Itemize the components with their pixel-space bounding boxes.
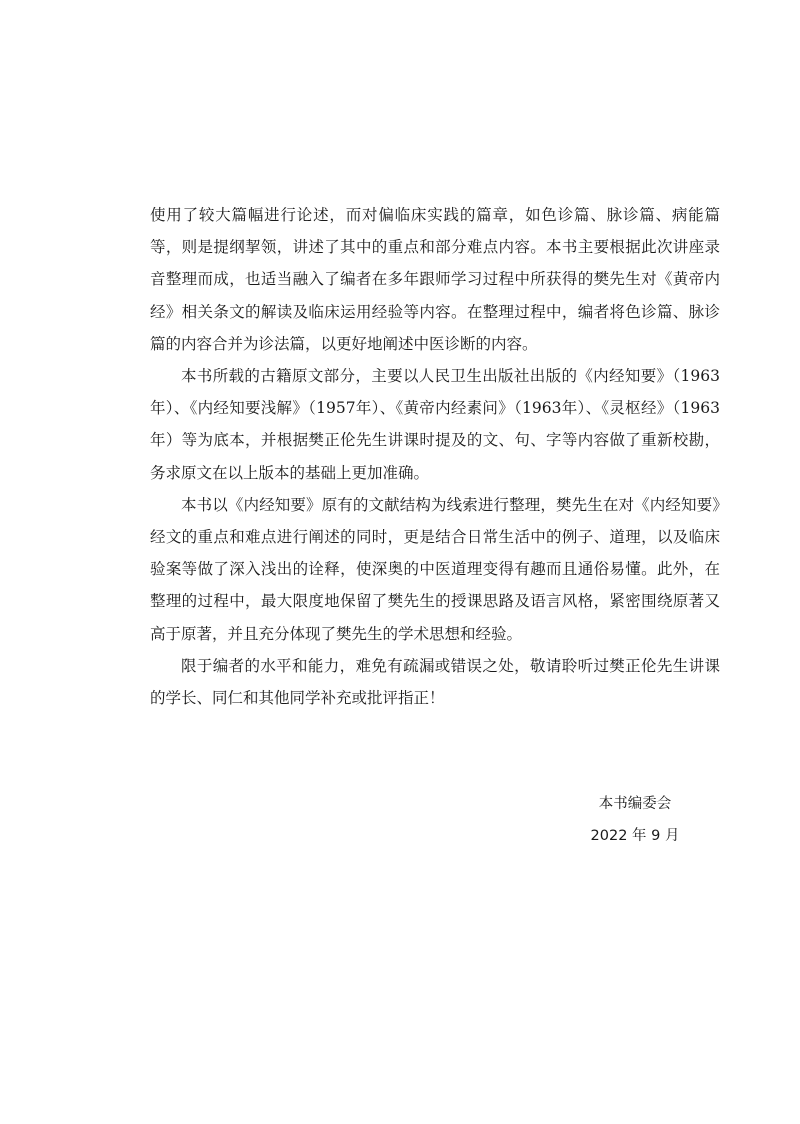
paragraph-sources: 本书所载的古籍原文部分，主要以人民卫生出版社出版的《内经知要》（1963年）、《内经知要浅解》（1957年）、《黄帝内经素问》（1963年）、《灵枢经》（1963年）等为底本，并根据樊正伦先生讲课时提及的文、句、字等内容做了重新校勘，务求原文在以上版本的基础上更加准确。	[150, 367, 720, 482]
paragraph-continuation: 使用了较大篇幅进行论述，而对偏临床实践的篇章，如色诊篇、脉诊篇、病能篇等，则是提纲挈领，讲述了其中的重点和部分难点内容。本书主要根据此次讲座录音整理而成，也适当融入了编者在多年跟师学习过程中所获得的樊先生对《黄帝内经》相关条文的解读及临床运用经验等内容。在整理过程中，编者将色诊篇、脉诊篇的内容合并为诊法篇，以更好地阐述中医诊断的内容。	[150, 206, 720, 353]
paragraph-disclaimer: 限于编者的水平和能力，难免有疏漏或错误之处，敬请聆听过樊正伦先生讲课的学长、同仁和其他同学补充或批评指正！	[150, 656, 720, 708]
paragraph-structure: 本书以《内经知要》原有的文献结构为线索进行整理，樊先生在对《内经知要》经文的重点和难点进行阐述的同时，更是结合日常生活中的例子、道理，以及临床验案等做了深入浅出的诠释，使深奥的中医道理变得有趣而且通俗易懂。此外，在整理的过程中，最大限度地保留了樊先生的授课思路及语言风格，紧密围绕原著又高于原著，并且充分体现了樊先生的学术思想和经验。	[150, 495, 720, 643]
signature-date: 2022 年 9 月	[590, 828, 680, 844]
body-text	[150, 199, 720, 714]
signature-editor: 本书编委会	[598, 796, 672, 812]
